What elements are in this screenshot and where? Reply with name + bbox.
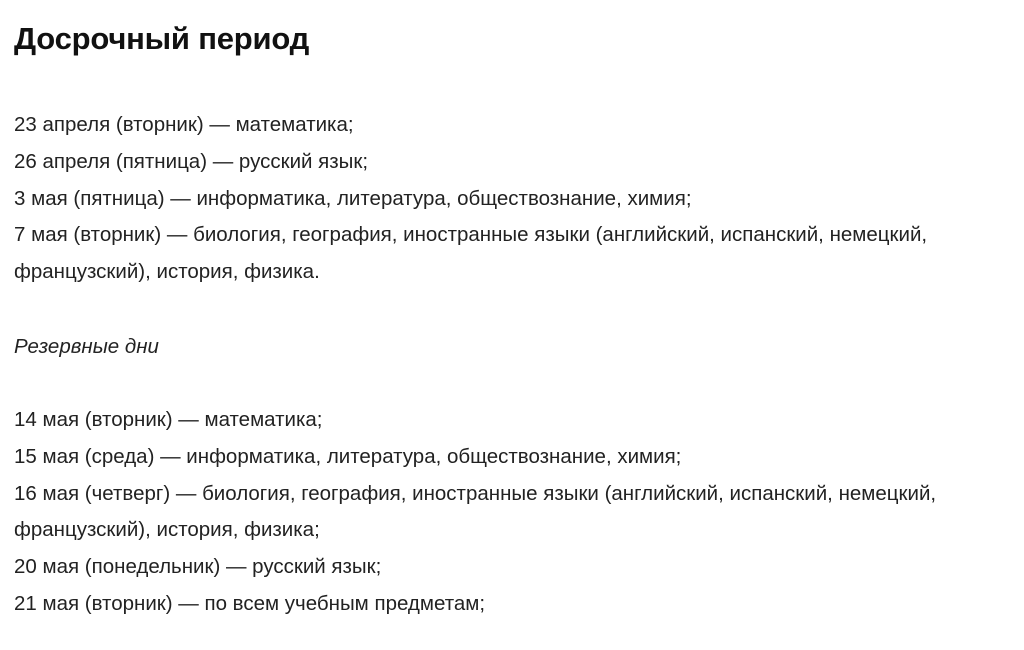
reserve-entry: 16 мая (четверг) — биология, география, иностранные языки (английский, испанский, немецкий, французский), история, физика; xyxy=(14,481,937,542)
reserve-days-heading: Резервные дни xyxy=(14,335,159,358)
main-schedule-list xyxy=(14,107,1014,291)
reserve-entry: 20 мая (понедельник) — русский язык; xyxy=(14,555,382,579)
reserve-entry: 15 мая (среда) — информатика, литература, обществознание, химия; xyxy=(14,444,682,468)
schedule-entry: 26 апреля (пятница) — русский язык; xyxy=(14,149,369,173)
schedule-entry: 3 мая (пятница) — информатика, литература, обществознание, химия; xyxy=(14,186,692,210)
reserve-entry: 21 мая (вторник) — по всем учебным предметам; xyxy=(14,591,486,615)
reserve-schedule-list xyxy=(14,402,1014,623)
reserve-entry: 14 мая (вторник) — математика; xyxy=(14,408,323,431)
schedule-entry: 23 апреля (вторник) — математика; xyxy=(14,113,354,136)
schedule-entry: 7 мая (вторник) — биология, география, иностранные языки (английский, испанский, немецкий, французский), история, физика. xyxy=(14,223,928,284)
page-title: Досрочный период xyxy=(14,21,310,56)
